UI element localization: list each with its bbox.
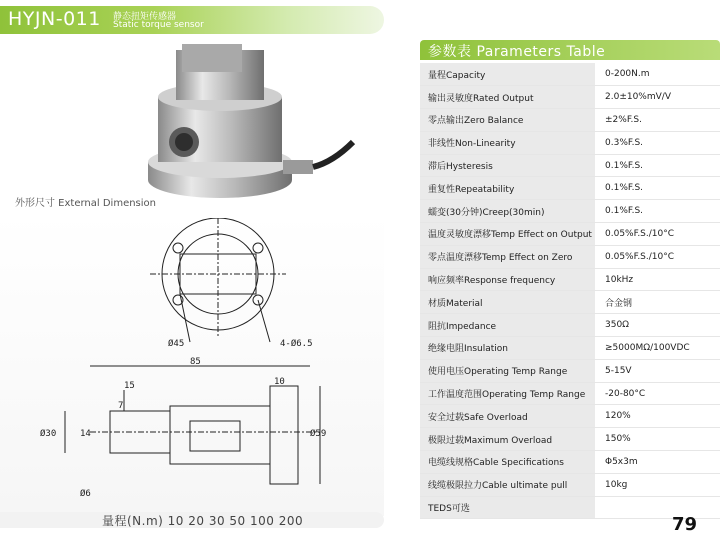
param-value: ≥5000MΩ/100VDC [595,337,720,360]
param-name: 极限过载Maximum Overload [420,428,595,451]
param-name: 滞后Hysteresis [420,154,595,177]
param-row [420,200,720,223]
bolt-holes-label: 4-Ø6.5 [280,339,313,349]
param-value: 0-200N.m [595,63,720,86]
param-value: 120% [595,405,720,428]
param-row [420,109,720,132]
param-row [420,177,720,200]
param-name: 材质Material [420,291,595,314]
param-value: 合金钢 [595,291,720,314]
param-value: 10kg [595,473,720,496]
page-number: 79 [672,514,698,535]
top-view-drawing [120,218,330,350]
length-15-label: 15 [124,381,135,391]
param-row [420,473,720,496]
diameter-59-label: Ø59 [310,429,327,439]
param-row [420,382,720,405]
param-name: 温度灵敏度漂移Temp Effect on Output [420,223,595,246]
param-row [420,86,720,109]
param-value: 350Ω [595,314,720,337]
param-value: 0.1%F.S. [595,177,720,200]
param-value: Φ5x3m [595,451,720,474]
param-row [420,245,720,268]
param-name: 非线性Non-Linearity [420,131,595,154]
param-value [595,496,720,519]
param-row [420,405,720,428]
product-photo [148,42,358,202]
parameters-table-title: 参数表 Parameters Table [428,44,606,60]
length-7-label: 7 [118,401,124,411]
param-row [420,154,720,177]
parameters-table-header [420,40,720,60]
param-value: 0.1%F.S. [595,154,720,177]
title-banner [0,6,384,34]
param-value: 150% [595,428,720,451]
param-name: 电缆线规格Cable Specifications [420,451,595,474]
param-row [420,268,720,291]
param-name: 响应频率Response frequency [420,268,595,291]
range-text: 量程(N.m) 10 20 30 50 100 200 [102,514,304,528]
param-name: 量程Capacity [420,63,595,86]
width-14-label: 14 [80,429,91,439]
product-title-en: Static torque sensor [113,20,204,30]
param-name: 零点温度漂移Temp Effect on Zero [420,245,595,268]
model-number: HYJN-011 [8,8,101,30]
param-name: 线缆极限拉力Cable ultimate pull [420,473,595,496]
param-row [420,451,720,474]
param-value: 0.05%F.S./10°C [595,223,720,246]
length-85-label: 85 [190,357,201,367]
diameter-45-label: Ø45 [168,339,185,349]
product-title-cn: 静态扭矩传感器 [113,12,177,22]
param-name: 零点输出Zero Balance [420,109,595,132]
param-name: 输出灵敏度Rated Output [420,86,595,109]
param-row [420,337,720,360]
parameters-table [420,63,720,519]
param-row [420,359,720,382]
param-value: -20-80°C [595,382,720,405]
param-value: 0.05%F.S./10°C [595,245,720,268]
param-row [420,291,720,314]
side-view-drawing [20,356,340,506]
range-bar [0,512,384,528]
param-row [420,131,720,154]
param-value: 0.1%F.S. [595,200,720,223]
param-name: 绝缘电阻Insulation [420,337,595,360]
diameter-6-label: Ø6 [80,489,91,499]
param-value: ±2%F.S. [595,109,720,132]
param-row [420,223,720,246]
param-name: TEDS可选 [420,496,595,519]
param-row [420,314,720,337]
dimension-label: 外形尺寸 External Dimension [15,198,157,209]
param-row [420,428,720,451]
diameter-30-label: Ø30 [40,429,57,439]
param-value: 10kHz [595,268,720,291]
param-name: 蠕变(30分钟)Creep(30min) [420,200,595,223]
param-value: 0.3%F.S. [595,131,720,154]
param-name: 使用电压Operating Temp Range [420,359,595,382]
param-name: 重复性Repeatability [420,177,595,200]
param-name: 安全过载Safe Overload [420,405,595,428]
param-value: 5-15V [595,359,720,382]
param-row [420,63,720,86]
param-name: 工作温度范围Operating Temp Range [420,382,595,405]
param-name: 阻抗Impedance [420,314,595,337]
length-10-label: 10 [274,377,285,387]
param-value: 2.0±10%mV/V [595,86,720,109]
